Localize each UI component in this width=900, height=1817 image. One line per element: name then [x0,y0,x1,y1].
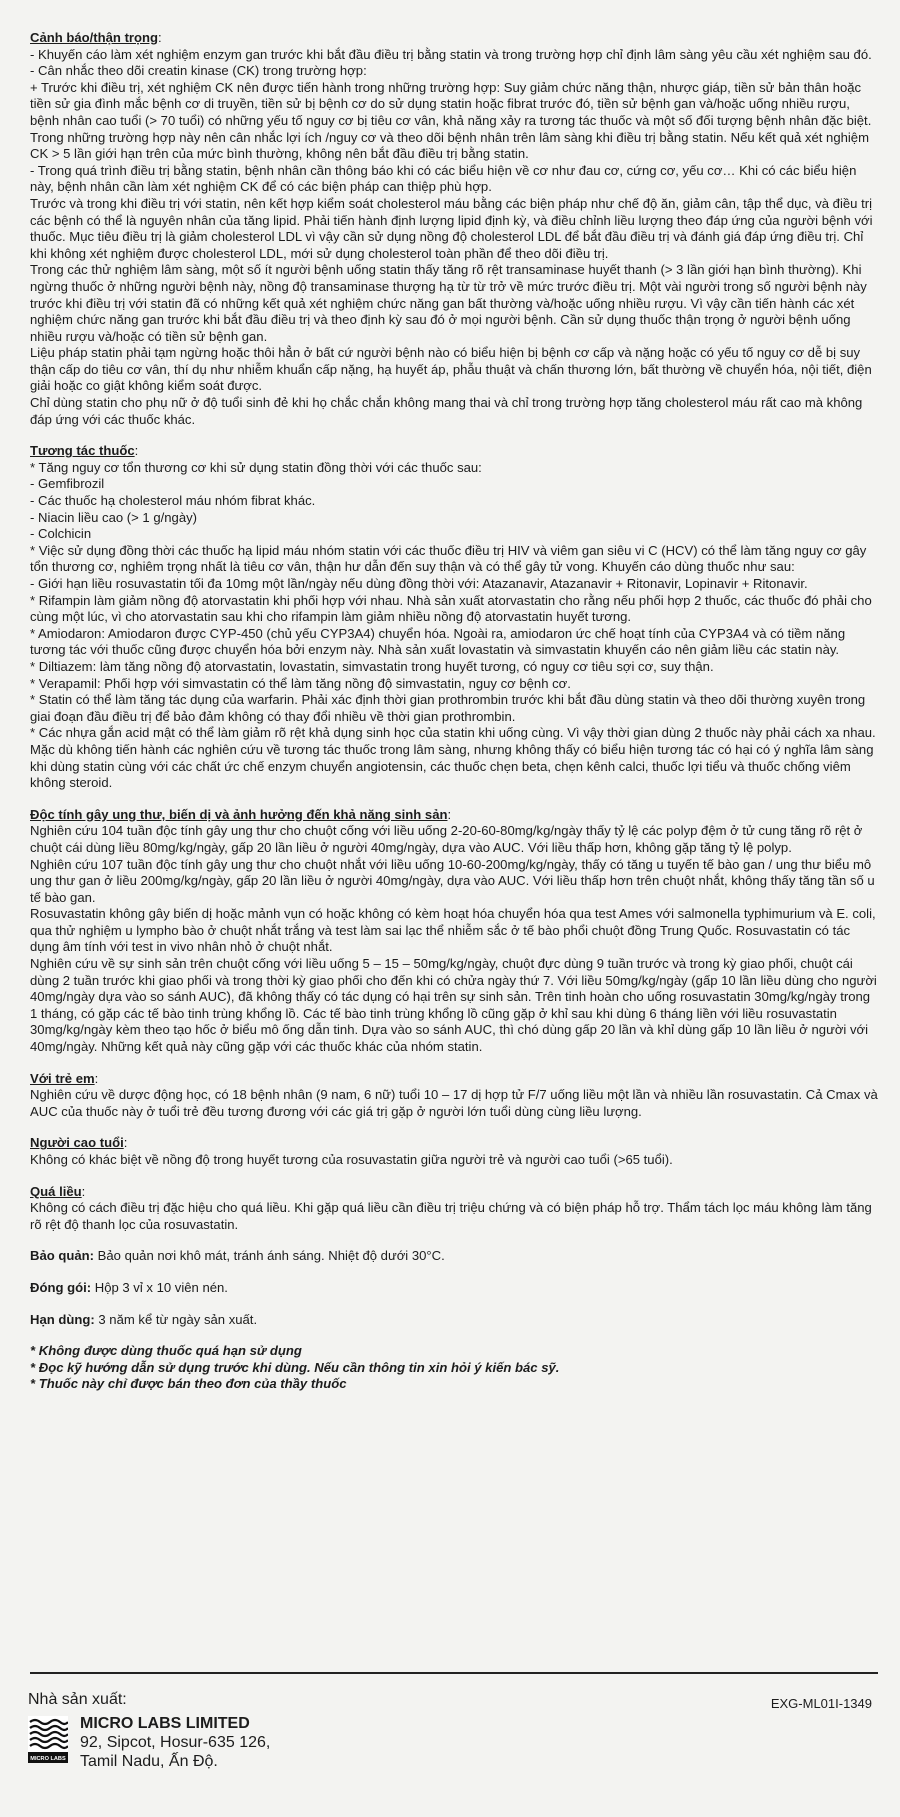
paragraph: - Trong quá trình điều trị bằng statin, bệnh nhân cần thông báo khi có các biểu hiện về cơ như đau cơ, cứng cơ, yếu cơ… Khi có các biểu hiện này, bệnh nhân cần làm xét nghiệm CK để có các biện pháp can thiệp phù hợp. [30,162,857,195]
paragraph: Rosuvastatin không gây biến dị hoặc mảnh vụn có hoặc không có kèm hoạt hóa chuyển hóa qua test Ames với salmonella typhimurium và E. coli, qua thử nghiệm u lympho bào ở chuột nhắt trắng và test làm sai lạc thể nhiễm sắc ở tế bào phổi chuột đồng Trung Quốc. Rosuvastatin có tác dụng âm tính với test in vivo nhân nhỏ ở chuột nhắt. [30,906,876,955]
section-heading: Tương tác thuốc: [30,443,139,459]
logo-text: MICRO LABS [30,1756,66,1763]
paragraph: Trước và trong khi điều trị với statin, nên kết hợp kiểm soát cholesterol máu bằng các biện pháp như chế độ ăn, giảm cân, tập thể dục, và điều trị các bệnh có thể là nguyên nhân của tăng lipid. Phải tiến hành định lượng lipid định kỳ, và điều chỉnh liều lượng theo đáp ứng của người bệnh với thuốc. Mục tiêu điều trị là giảm cholesterol LDL vì vậy cần sử dụng nồng độ cholesterol LDL để bắt đầu điều trị và đánh giá đáp ứng điều trị. Chỉ khi không xét nghiệm được cholesterol LDL, mới sử dụng cholesterol toàn phần để theo dõi điều trị. [30,195,873,261]
paragraph: - Gemfibrozil [30,476,105,492]
paragraph: * Diltiazem: làm tăng nồng độ atorvastatin, lovastatin, simvastatin trong huyết tương, có nguy cơ tiêu sợi cơ, suy thận. [30,658,714,674]
section-heading-text: Với trẻ em [30,1070,95,1086]
leaflet-body [30,30,878,1393]
section [30,1071,878,1121]
shelf-life-line-label: Hạn dùng [30,1311,91,1327]
paragraph: - Khuyến cáo làm xét nghiệm enzym gan trước khi bắt đầu điều trị bằng statin và trong trường hợp chỉ định lâm sàng yêu cầu xét nghiệm sau đó. [30,46,872,62]
manufacturer-address-line2: Tamil Nadu, Ấn Độ. [80,1753,218,1770]
paragraph: * Verapamil: Phối hợp với simvastatin có thể làm tăng nồng độ simvastatin, nguy cơ bệnh cơ. [30,675,571,691]
section-heading-text: Người cao tuổi [30,1135,124,1151]
section-heading-text: Tương tác thuốc [30,443,135,459]
section-heading: Người cao tuổi: [30,1135,128,1151]
product-code: EXG-ML01I-1349 [770,1696,872,1711]
paragraph: Không có khác biệt về nồng độ trong huyết tương của rosuvastatin giữa người trẻ và người cao tuổi (>65 tuổi). [30,1152,673,1167]
micro-labs-logo [28,1716,68,1763]
paragraph: Không có cách điều trị đặc hiệu cho quá liều. Khi gặp quá liều cần điều trị triệu chứng và có biện pháp hỗ trợ. Thẩm tách lọc máu không làm tăng rõ rệt độ thanh lọc của rosuvastatin. [30,1200,872,1232]
manufacturer-details [80,1714,270,1771]
paragraph: Nghiên cứu về sự sinh sản trên chuột cống với liều uống 5 – 15 – 50mg/kg/ngày, chuột đực dùng 9 tuần trước và trong kỳ giao phối, chuột cái dùng 2 tuần trước khi giao phối và trong thời kỳ giao phối cho đến khi có chửa ngày thứ 7. Với liều 50mg/kg/ngày (gấp 10 lần liều dùng cho người 40mg/ngày dựa vào so sánh AUC), đã không thấy có tác dụng có hại trên sự sinh sản. Trên tinh hoàn cho uống rosuvastatin 30mg/kg/ngày trong 1 tháng, có gặp các tế bào tinh trùng khổng lồ. Các tế bào tinh trùng khổng lồ cũng gặp ở khỉ sau khi dùng 6 tháng liền với liều rosuvastatin 30mg/kg/ngày kèm theo tạo hốc ở biểu mô ống dẫn tinh. Dựa vào so sánh AUC, thì chó dùng gấp 20 lần và khỉ dùng gấp 10 lần liều ở người với 40mg/ngày. Những kết quả này cũng gặp với các thuốc khác của nhóm statin. [30,956,877,1055]
storage-line-label: Bảo quản [30,1248,90,1264]
section-heading: Cảnh báo/thận trọng: [30,30,162,45]
storage-line-text: Bảo quản nơi khô mát, tránh ánh sáng. Nhiệt độ dưới 30°C. [97,1248,445,1264]
paragraph: Nghiên cứu 104 tuần độc tính gây ung thư cho chuột cống với liều uống 2-20-60-80mg/kg/ngày thấy tỷ lệ các polyp đệm ở tử cung tăng rõ rệt ở chuột cái dùng liều 80mg/kg/ngày, gấp 20 lần liều ở người 40mg/ngày, dựa vào AUC. Với liều thấp hơn, không gặp tăng tỷ lệ polyp. [30,823,863,855]
shelf-life-line-text: 3 năm kể từ ngày sản xuất. [98,1311,258,1327]
warning-statement: * Thuốc này chỉ được bán theo đơn của thầy thuốc [30,1376,347,1392]
storage-line: Bảo quản: Bảo quản nơi khô mát, tránh ánh sáng. Nhiệt độ dưới 30°C. [30,1248,445,1264]
section [30,807,878,1056]
shelf-life-line: Hạn dùng: 3 năm kể từ ngày sản xuất. [30,1311,258,1327]
packaging-line-text: Hộp 3 vỉ x 10 viên nén. [94,1279,228,1295]
section [30,30,878,428]
section-heading-text: Quá liều [30,1183,82,1199]
paragraph: Trong các thử nghiệm lâm sàng, một số ít người bệnh uống statin thấy tăng rõ rệt transaminase huyết thanh (> 3 lần giới hạn bình thường). Khi ngừng thuốc ở những người bệnh này, nồng độ transaminase thượng hạ từ từ trở về mức trước điều trị. Một vài người trong số người bệnh này trước khi điều trị với statin đã có những kết quả xét nghiệm chức năng gan bất thường và/hoặc uống nhiều rượu. Vì vậy cần tiến hành các xét nghiệm chức năng gan trước khi bắt đầu điều trị và theo định kỳ sau đó ở mọi người bệnh. Cần sử dụng thuốc thận trọng ở người bệnh uống nhiều rượu và/hoặc có tiền sử bệnh gan. [30,262,867,344]
manufacturer-name: MICRO LABS LIMITED [80,1715,250,1732]
section [30,1184,878,1234]
paragraph: + Trước khi điều trị, xét nghiệm CK nên được tiến hành trong những trường hợp: Suy giảm chức năng thận, nhược giáp, tiền sử bản thân hoặc tiền sử gia đình mắc bệnh cơ di truyền, tiền sử bị bệnh cơ do sử dụng statin hoặc fibrat trước đó, tiền sử bệnh gan và/hoặc uống nhiều rượu, bệnh nhân cao tuổi (> 70 tuổi) có những yếu tố nguy cơ bị tiêu cơ vân, khả năng xảy ra tương tác thuốc và một số đối tượng bệnh nhân đặc biệt. Trong những trường hợp này nên cân nhắc lợi ích /nguy cơ và theo dõi bệnh nhân trên lâm sàng khi điều trị bằng statin. Nếu kết quả xét nghiệm CK > 5 lần giới hạn trên của mức bình thường, không nên bắt đầu điều trị bằng statin. [30,79,872,162]
paragraph: * Tăng nguy cơ tổn thương cơ khi sử dụng statin đồng thời với các thuốc sau: [30,459,482,475]
paragraph: * Amiodaron: Amiodaron được CYP-450 (chủ yếu CYP3A4) chuyển hóa. Ngoài ra, amiodaron ức chế hoạt tính của CYP3A4 và có tiềm năng tương tác với thuốc cũng được chuyển hóa bởi enzym này. Nhà sản xuất lovastatin và simvastatin khuyến cáo nên giảm liều các statin này. [30,625,846,658]
section-heading-text: Độc tính gây ung thư, biến dị và ảnh hưởng đến khả năng sinh sản [30,806,448,822]
paragraph: - Giới hạn liều rosuvastatin tối đa 10mg một lần/ngày nếu dùng đồng thời với: Atazanavir, Atazanavir + Ritonavir, Lopinavir + Ritonavir. [30,576,808,591]
section-heading: Với trẻ em: [30,1070,99,1086]
paragraph: * Việc sử dụng đồng thời các thuốc hạ lipid máu nhóm statin với các thuốc điều trị HIV và viêm gan siêu vi C (HCV) có thể làm tăng nguy cơ gây tổn thương cơ, nghiêm trọng nhất là tiêu cơ vân, thận hư dẫn đến suy thận và có thể gây tử vong. Khuyến cáo dùng thuốc như sau: [30,542,867,575]
paragraph: * Các nhựa gắn acid mật có thể làm giảm rõ rệt khả dụng sinh học của statin khi uống cùng. Vì vậy thời gian dùng 2 thuốc này phải cách xa nhau. Mặc dù không tiến hành các nghiên cứu về tương tác thuốc trong lâm sàng, nhưng không thấy có biểu hiện tương tác có hại có ý nghĩa lâm sàng khi dùng statin cùng với các chất ức chế enzym chuyển angiotensin, các thuốc chẹn beta, chẹn kênh calci, thuốc lợi tiểu và thuốc chống viêm không steroid. [30,725,876,791]
paragraph: - Cân nhắc theo dõi creatin kinase (CK) trong trường hợp: [30,63,367,79]
section-heading-text: Cảnh báo/thận trọng [30,30,159,45]
divider [30,1672,878,1674]
packaging-line: Đóng gói: Hộp 3 vỉ x 10 viên nén. [30,1279,228,1295]
paragraph: Nghiên cứu 107 tuần độc tính gây ung thư cho chuột nhắt với liều uống 10-60-200mg/kg/ngày, thấy có tăng u tuyến tế bào gan / ung thư biểu mô ung thư gan ở liều 200mg/kg/ngày, gấp 20 lần liều ở người 40mg/ngày, dựa vào AUC. Với liều thấp hơn trên chuột nhắt, không thấy tăng tần số u tế bào gan. [30,856,875,905]
paragraph: * Rifampin làm giảm nồng độ atorvastatin khi phối hợp với nhau. Nhà sản xuất atorvastatin cho rằng nếu phối hợp 2 thuốc, các thuốc đó phải cho cùng một lúc, vì cho atorvastatin sau khi cho rifampin làm giảm nhiều nồng độ atorvastatin huyết tương. [30,592,872,625]
paragraph: Liệu pháp statin phải tạm ngừng hoặc thôi hẳn ở bất cứ người bệnh nào có biểu hiện bị bệnh cơ cấp và nặng hoặc có yếu tố nguy cơ dễ bị suy thận cấp do tiêu cơ vân, thí dụ như nhiễm khuẩn cấp nặng, hạ huyết áp, phẫu thuật và chấn thương lớn, bất thường về chuyển hóa, nội tiết, điện giải hoặc co giật không kiểm soát được. [30,345,872,394]
packaging-line-label: Đóng gói [30,1279,87,1295]
section [30,443,878,791]
paragraph: Nghiên cứu về dược động học, có 18 bệnh nhân (9 nam, 6 nữ) tuổi 10 – 17 dị hợp tử F/7 uống liều một lần và nhiều lần rosuvastatin. Cả Cmax và AUC của thuốc này ở tuổi trẻ đều tương đương với các giá trị gặp ở người lớn tuổi dùng cùng liều lượng. [30,1087,878,1119]
section-heading: Quá liều: [30,1183,86,1199]
warning-statement: * Đọc kỹ hướng dẫn sử dụng trước khi dùng. Nếu cần thông tin xin hỏi ý kiến bác sỹ. [30,1359,560,1375]
paragraph: * Statin có thể làm tăng tác dụng của warfarin. Phải xác định thời gian prothrombin trước khi bắt đầu dùng statin và theo dõi thường xuyên trong giai đoạn đầu điều trị để bảo đảm không có thay đổi nhiều về thời gian prothrombin. [30,692,866,724]
section [30,1135,878,1168]
manufacturer-block [28,1690,878,1805]
paragraph: - Các thuốc hạ cholesterol máu nhóm fibrat khác. [30,493,316,509]
warning-statement: * Không được dùng thuốc quá hạn sử dụng [30,1343,302,1359]
section-heading: Độc tính gây ung thư, biến dị và ảnh hưởng đến khả năng sinh sản: [30,806,452,822]
manufacturer-address-line1: 92, Sipcot, Hosur-635 126, [80,1734,271,1751]
paragraph: - Colchicin [30,526,92,542]
paragraph: - Niacin liều cao (> 1 g/ngày) [30,509,198,525]
paragraph: Chỉ dùng statin cho phụ nữ ở độ tuổi sinh đẻ khi họ chắc chắn không mang thai và chỉ trong trường hợp tăng cholesterol máu rất cao mà không đáp ứng với các thuốc khác. [30,395,863,427]
warning-statements [30,1343,878,1393]
manufacturer-label: Nhà sản xuất: [28,1691,127,1708]
